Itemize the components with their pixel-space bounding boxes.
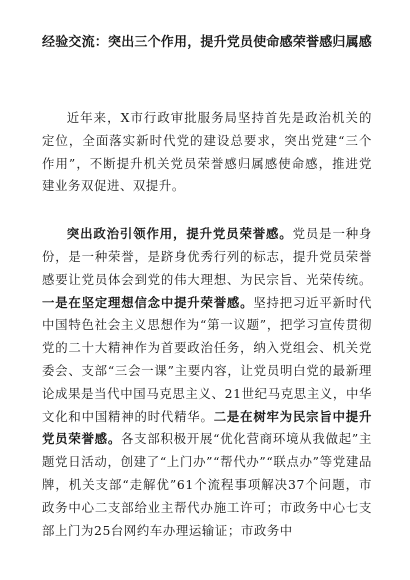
section-heading: 突出政治引领作用，提升党员荣誉感。	[66, 226, 293, 242]
point-two-heading: 二是在树牢为民宗旨中提升党员荣誉感。	[42, 408, 372, 447]
document-title: 经验交流：突出三个作用，提升党员使命感荣誉感归属感	[42, 35, 373, 50]
body-paragraph	[42, 223, 372, 542]
intro-paragraph: 近年来，X市行政审批服务局坚持首先是政治机关的定位，全面落实新时代党的建设总要求，突出党建“三个作用”，不断提升机关党员荣誉感归属感使命感，推进党建业务双促进、双提升。	[42, 110, 372, 194]
paragraph-text: 各支部积极开展“优化营商环境从我做起”主题党日活动，创建了“上门办”“帮代办”“联点办”等党建品牌，机关支部“走解优”61个流程事项解决37个问题，市政务中心二支部给业主帮代办施工许可；市政务中心七支部上门为25台网约车办理运输证；市政务中	[42, 431, 373, 538]
paragraph-text: 坚持把习近平新时代中国特色社会主义思想作为“第一议题”，把学习宣传贯彻党的二十大精神作为首要政治任务，纳入党组会、机关党委会、支部“三会一课”主要内容，让党员明白党的最新理论成果是当代中国马克思主义、21世纪马克思主义，中华文化和中国精神的时代精华。	[42, 294, 372, 424]
point-one-heading: 一是在坚定理想信念中提升荣誉感。	[42, 294, 254, 310]
paragraph-text: 党员是一种身份，是一种荣誉，是跻身优秀行列的标志，提升党员荣誉感要让党员体会到党的伟大理想、为民宗旨、光荣传统。	[42, 226, 372, 287]
